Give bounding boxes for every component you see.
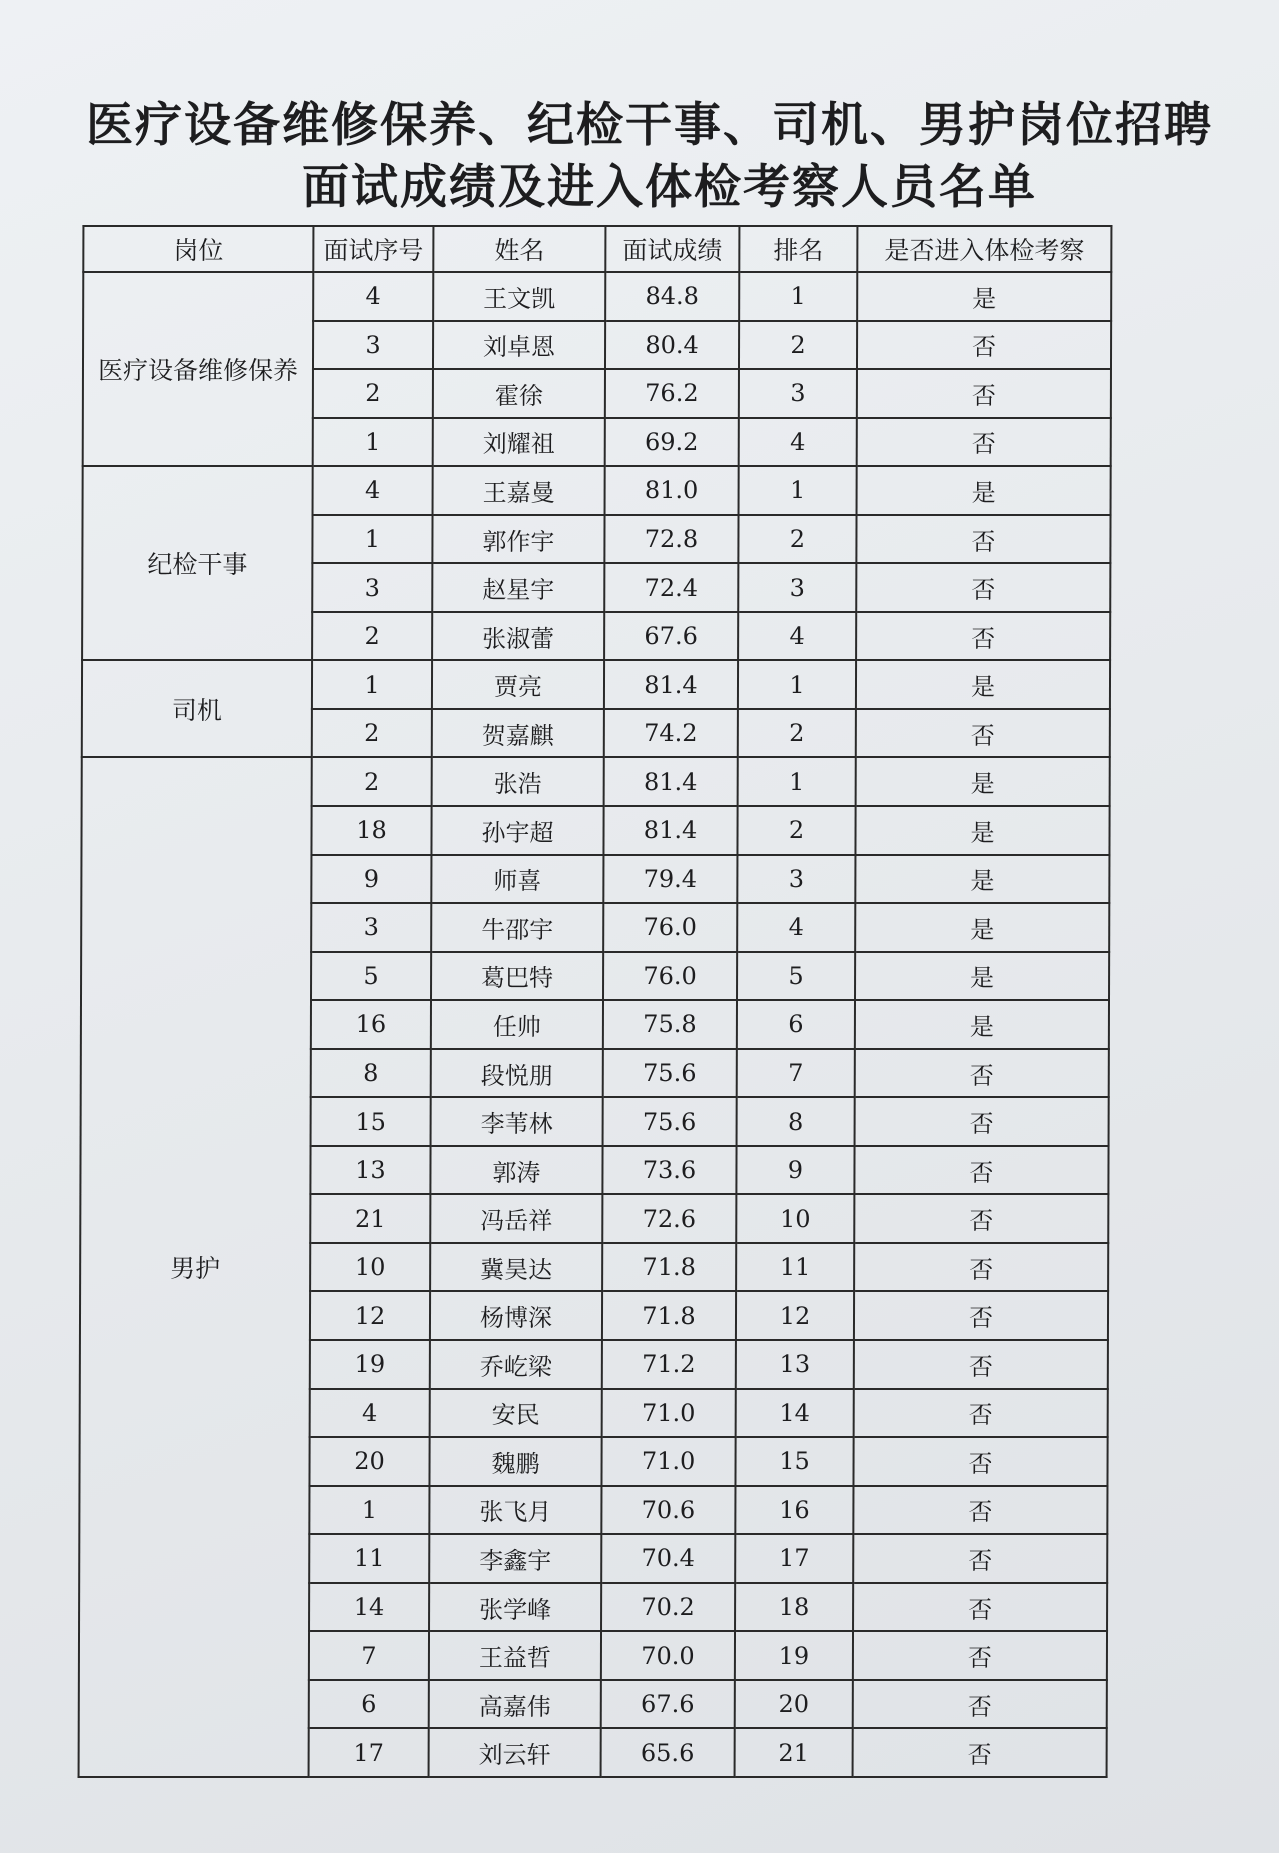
physical-exam-cell: 是 — [855, 855, 1109, 904]
rank-cell: 1 — [739, 466, 857, 515]
score-cell: 71.0 — [601, 1437, 735, 1486]
physical-exam-cell: 否 — [857, 418, 1111, 467]
name-cell: 郭涛 — [430, 1146, 602, 1195]
name-cell: 安民 — [430, 1389, 602, 1438]
interview-number-cell: 19 — [310, 1340, 430, 1389]
physical-exam-cell: 否 — [856, 563, 1110, 612]
interview-number-cell: 1 — [312, 660, 432, 709]
name-cell: 王益哲 — [429, 1631, 601, 1680]
interview-number-cell: 21 — [310, 1194, 430, 1243]
rank-cell: 5 — [737, 952, 855, 1001]
interview-number-cell: 1 — [312, 515, 432, 564]
score-cell: 76.0 — [603, 952, 737, 1001]
rank-cell: 12 — [736, 1291, 854, 1340]
physical-exam-cell: 是 — [856, 757, 1110, 806]
interview-number-cell: 2 — [312, 757, 432, 806]
score-cell: 84.8 — [605, 272, 739, 321]
table-row — [83, 272, 1111, 321]
interview-number-cell: 2 — [313, 369, 433, 418]
physical-exam-cell: 否 — [854, 1243, 1108, 1292]
name-cell: 王嘉曼 — [433, 466, 605, 515]
physical-exam-cell: 否 — [855, 1097, 1109, 1146]
physical-exam-cell: 否 — [853, 1486, 1107, 1535]
score-cell: 76.2 — [605, 369, 739, 418]
post-cell: 医疗设备维修保养 — [83, 272, 314, 466]
table-row — [82, 660, 1110, 709]
physical-exam-cell: 否 — [854, 1291, 1108, 1340]
header-interview-number: 面试序号 — [313, 226, 433, 272]
header-name: 姓名 — [433, 226, 605, 272]
header-score: 面试成绩 — [605, 226, 739, 272]
score-cell: 75.6 — [603, 1049, 737, 1098]
interview-number-cell: 16 — [311, 1000, 431, 1049]
name-cell: 高嘉伟 — [429, 1680, 601, 1729]
name-cell: 任帅 — [431, 1000, 603, 1049]
rank-cell: 3 — [739, 369, 857, 418]
score-cell: 67.6 — [601, 1680, 735, 1729]
name-cell: 师喜 — [431, 855, 603, 904]
name-cell: 贺嘉麒 — [432, 709, 604, 758]
interview-number-cell: 4 — [313, 272, 433, 321]
title-line-1: 医疗设备维修保养、纪检干事、司机、男护岗位招聘 — [86, 98, 1213, 153]
score-cell: 70.0 — [601, 1631, 735, 1680]
name-cell: 葛巴特 — [431, 952, 603, 1001]
score-cell: 74.2 — [604, 709, 738, 758]
score-cell: 72.6 — [602, 1194, 736, 1243]
score-cell: 71.8 — [602, 1291, 736, 1340]
interview-number-cell: 18 — [311, 806, 431, 855]
score-cell: 75.6 — [603, 1097, 737, 1146]
rank-cell: 4 — [739, 418, 857, 467]
post-cell: 男护 — [79, 757, 312, 1777]
interview-number-cell: 13 — [310, 1146, 430, 1195]
physical-exam-cell: 是 — [855, 903, 1109, 952]
physical-exam-cell: 是 — [855, 1000, 1109, 1049]
physical-exam-cell: 否 — [856, 612, 1110, 661]
physical-exam-cell: 否 — [853, 1631, 1107, 1680]
interview-number-cell: 15 — [311, 1097, 431, 1146]
rank-cell: 7 — [737, 1049, 855, 1098]
name-cell: 张浩 — [432, 757, 604, 806]
rank-cell: 14 — [736, 1389, 854, 1438]
rank-cell: 1 — [739, 272, 857, 321]
rank-cell: 17 — [735, 1534, 853, 1583]
rank-cell: 2 — [739, 321, 857, 370]
name-cell: 贾亮 — [432, 660, 604, 709]
table-body — [79, 272, 1112, 1777]
name-cell: 魏鹏 — [429, 1437, 601, 1486]
score-cell: 79.4 — [603, 855, 737, 904]
rank-cell: 3 — [737, 855, 855, 904]
rank-cell: 9 — [736, 1146, 854, 1195]
rank-cell: 18 — [735, 1583, 853, 1632]
rank-cell: 11 — [736, 1243, 854, 1292]
rank-cell: 4 — [737, 903, 855, 952]
rank-cell: 8 — [737, 1097, 855, 1146]
interview-number-cell: 8 — [311, 1049, 431, 1098]
name-cell: 王文凯 — [433, 272, 605, 321]
name-cell: 冯岳祥 — [430, 1194, 602, 1243]
name-cell: 冀昊达 — [430, 1243, 602, 1292]
interview-number-cell: 20 — [309, 1437, 429, 1486]
interview-number-cell: 4 — [310, 1389, 430, 1438]
interview-number-cell: 14 — [309, 1583, 429, 1632]
physical-exam-cell: 否 — [853, 1583, 1107, 1632]
table-row — [82, 757, 1110, 806]
rank-cell: 2 — [738, 515, 856, 564]
score-cell: 71.8 — [602, 1243, 736, 1292]
rank-cell: 4 — [738, 612, 856, 661]
rank-cell: 6 — [737, 1000, 855, 1049]
physical-exam-cell: 否 — [853, 1680, 1107, 1729]
physical-exam-cell: 是 — [857, 272, 1111, 321]
results-table — [78, 225, 1113, 1778]
score-cell: 71.2 — [602, 1340, 736, 1389]
name-cell: 乔屹梁 — [430, 1340, 602, 1389]
rank-cell: 20 — [735, 1680, 853, 1729]
score-cell: 71.0 — [602, 1389, 736, 1438]
interview-number-cell: 3 — [313, 321, 433, 370]
document-title — [60, 95, 1239, 219]
physical-exam-cell: 否 — [855, 1049, 1109, 1098]
rank-cell: 1 — [738, 757, 856, 806]
interview-number-cell: 1 — [313, 418, 433, 467]
score-cell: 81.4 — [603, 806, 737, 855]
name-cell: 牛邵宇 — [431, 903, 603, 952]
physical-exam-cell: 否 — [853, 1534, 1107, 1583]
physical-exam-cell: 否 — [854, 1389, 1108, 1438]
physical-exam-cell: 否 — [853, 1437, 1107, 1486]
score-cell: 73.6 — [602, 1146, 736, 1195]
name-cell: 赵星宇 — [432, 563, 604, 612]
interview-number-cell: 2 — [312, 709, 432, 758]
name-cell: 孙宇超 — [431, 806, 603, 855]
rank-cell: 15 — [735, 1437, 853, 1486]
interview-number-cell: 10 — [310, 1243, 430, 1292]
interview-number-cell: 6 — [309, 1680, 429, 1729]
physical-exam-cell: 否 — [856, 709, 1110, 758]
rank-cell: 1 — [738, 660, 856, 709]
score-cell: 80.4 — [605, 321, 739, 370]
name-cell: 张淑蕾 — [432, 612, 604, 661]
score-cell: 72.4 — [604, 563, 738, 612]
header-rank: 排名 — [739, 226, 857, 272]
interview-number-cell: 11 — [309, 1534, 429, 1583]
rank-cell: 3 — [738, 563, 856, 612]
header-physical-exam: 是否进入体检考察 — [857, 226, 1111, 272]
physical-exam-cell: 是 — [856, 660, 1110, 709]
rank-cell: 2 — [737, 806, 855, 855]
physical-exam-cell: 是 — [857, 466, 1111, 515]
table-row — [83, 466, 1111, 515]
interview-number-cell: 4 — [313, 466, 433, 515]
score-cell: 70.4 — [601, 1534, 735, 1583]
score-cell: 65.6 — [601, 1728, 735, 1777]
physical-exam-cell: 是 — [855, 806, 1109, 855]
physical-exam-cell: 否 — [856, 515, 1110, 564]
name-cell: 刘卓恩 — [433, 321, 605, 370]
name-cell: 杨博深 — [430, 1291, 602, 1340]
name-cell: 李鑫宇 — [429, 1534, 601, 1583]
interview-number-cell: 7 — [309, 1631, 429, 1680]
header-post: 岗位 — [83, 226, 313, 272]
name-cell: 郭作宇 — [432, 515, 604, 564]
score-cell: 72.8 — [604, 515, 738, 564]
physical-exam-cell: 否 — [854, 1340, 1108, 1389]
rank-cell: 10 — [736, 1194, 854, 1243]
table-header-row — [83, 226, 1111, 272]
post-cell: 纪检干事 — [82, 466, 313, 660]
interview-number-cell: 12 — [310, 1291, 430, 1340]
post-cell: 司机 — [82, 660, 312, 757]
rank-cell: 16 — [735, 1486, 853, 1535]
score-cell: 70.6 — [601, 1486, 735, 1535]
rank-cell: 2 — [738, 709, 856, 758]
physical-exam-cell: 否 — [853, 1728, 1107, 1777]
interview-number-cell: 1 — [309, 1486, 429, 1535]
interview-number-cell: 3 — [312, 563, 432, 612]
interview-number-cell: 9 — [311, 855, 431, 904]
rank-cell: 21 — [735, 1728, 853, 1777]
interview-number-cell: 3 — [311, 903, 431, 952]
name-cell: 段悦朋 — [431, 1049, 603, 1098]
score-cell: 70.2 — [601, 1583, 735, 1632]
score-cell: 76.0 — [603, 903, 737, 952]
score-cell: 81.4 — [604, 660, 738, 709]
name-cell: 李苇林 — [431, 1097, 603, 1146]
score-cell: 69.2 — [605, 418, 739, 467]
physical-exam-cell: 是 — [855, 952, 1109, 1001]
physical-exam-cell: 否 — [857, 369, 1111, 418]
score-cell: 81.4 — [604, 757, 738, 806]
name-cell: 张学峰 — [429, 1583, 601, 1632]
name-cell: 刘耀祖 — [433, 418, 605, 467]
physical-exam-cell: 否 — [857, 321, 1111, 370]
physical-exam-cell: 否 — [854, 1146, 1108, 1195]
score-cell: 75.8 — [603, 1000, 737, 1049]
name-cell: 刘云轩 — [429, 1728, 601, 1777]
name-cell: 霍徐 — [433, 369, 605, 418]
name-cell: 张飞月 — [429, 1486, 601, 1535]
interview-number-cell: 5 — [311, 952, 431, 1001]
rank-cell: 13 — [736, 1340, 854, 1389]
rank-cell: 19 — [735, 1631, 853, 1680]
score-cell: 81.0 — [605, 466, 739, 515]
score-cell: 67.6 — [604, 612, 738, 661]
physical-exam-cell: 否 — [854, 1194, 1108, 1243]
interview-number-cell: 17 — [309, 1728, 429, 1777]
interview-number-cell: 2 — [312, 612, 432, 661]
title-line-2: 面试成绩及进入体检考察人员名单 — [302, 160, 1037, 215]
